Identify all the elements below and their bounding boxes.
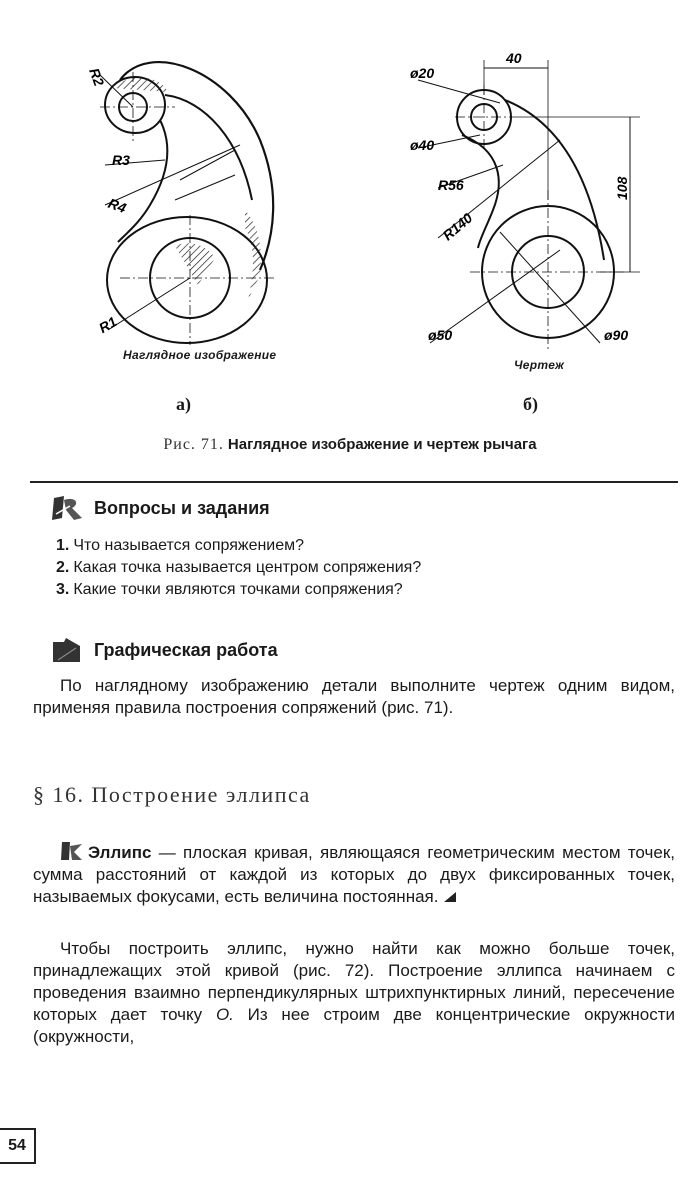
graphic-work-title: Графическая работа [94, 639, 278, 660]
questions-icon [50, 494, 86, 522]
definition-icon [60, 840, 84, 862]
ellipse-construction-paragraph [33, 938, 675, 1048]
label-r2: R2 [86, 65, 108, 89]
subfigure-b-label: б) [523, 394, 538, 414]
label-d40: ø40 [410, 137, 435, 153]
label-r3: R3 [112, 152, 130, 168]
question-number: 2. [56, 559, 70, 576]
definition-term: Эллипс [88, 843, 152, 862]
figure-71-drawings [0, 0, 700, 440]
section-title: § 16. Построение эллипса [33, 782, 311, 807]
definition-text: — плоская кривая, являющаяся геометрическим местом точек, сумма расстояний от каждой из которых до двух фиксированных точек, называемых фокусами, есть величина постоянная. [33, 843, 675, 906]
right-figure-caption: Чертеж [514, 358, 565, 372]
question-item-2 [56, 559, 421, 577]
questions-header [50, 494, 270, 522]
label-dim40: 40 [506, 50, 522, 66]
label-r140: R140 [439, 209, 476, 244]
question-number: 3. [56, 581, 70, 598]
figure-caption-prefix: Рис. 71. [163, 436, 224, 453]
label-r4: R4 [106, 194, 129, 217]
label-r56: R56 [438, 177, 464, 193]
graphic-work-text: По наглядному изображению детали выполните чертеж одним видом, применяя правила построения сопряжений (рис. 71). [33, 676, 675, 717]
drawing-view [418, 60, 640, 350]
label-d20: ø20 [410, 65, 435, 81]
label-dim108: 108 [614, 176, 630, 200]
figure-caption-text: Наглядное изображение и чертеж рычага [227, 436, 537, 453]
label-r1: R1 [96, 313, 120, 337]
left-figure-caption: Наглядное изображение [123, 348, 277, 362]
label-d50: ø50 [428, 327, 453, 343]
question-text: Какая точка называется центром сопряжения? [73, 559, 422, 576]
point-o: O. [215, 1005, 234, 1024]
figure-caption [0, 436, 700, 454]
page-number: 54 [0, 1128, 36, 1164]
question-item-3 [56, 581, 403, 599]
question-text: Что называется сопряжением? [73, 537, 305, 554]
questions-title: Вопросы и задания [94, 497, 270, 518]
label-d90: ø90 [604, 327, 629, 343]
paragraph-text-b: Из нее строим две концентрические окружности (окружности, [33, 1005, 675, 1046]
question-text: Какие точки являются точками сопряжения? [73, 581, 403, 598]
ellipse-definition [33, 840, 675, 908]
paragraph-text-a: Чтобы построить эллипс, нужно найти как можно больше точек, принадлежащих этой кривой (рис. 72). Построение эллипса начинаем с проведения взаимно перпендикулярных штрихпунктирных линий, пересечение которых дает точку [33, 939, 675, 1024]
definition-end-icon [443, 891, 457, 903]
question-number: 1. [56, 537, 70, 554]
question-item-1 [56, 537, 304, 555]
subfigure-a-label: а) [176, 394, 191, 414]
graphic-work-header [50, 636, 278, 664]
graphic-work-icon [50, 636, 86, 664]
section-divider [30, 481, 678, 483]
